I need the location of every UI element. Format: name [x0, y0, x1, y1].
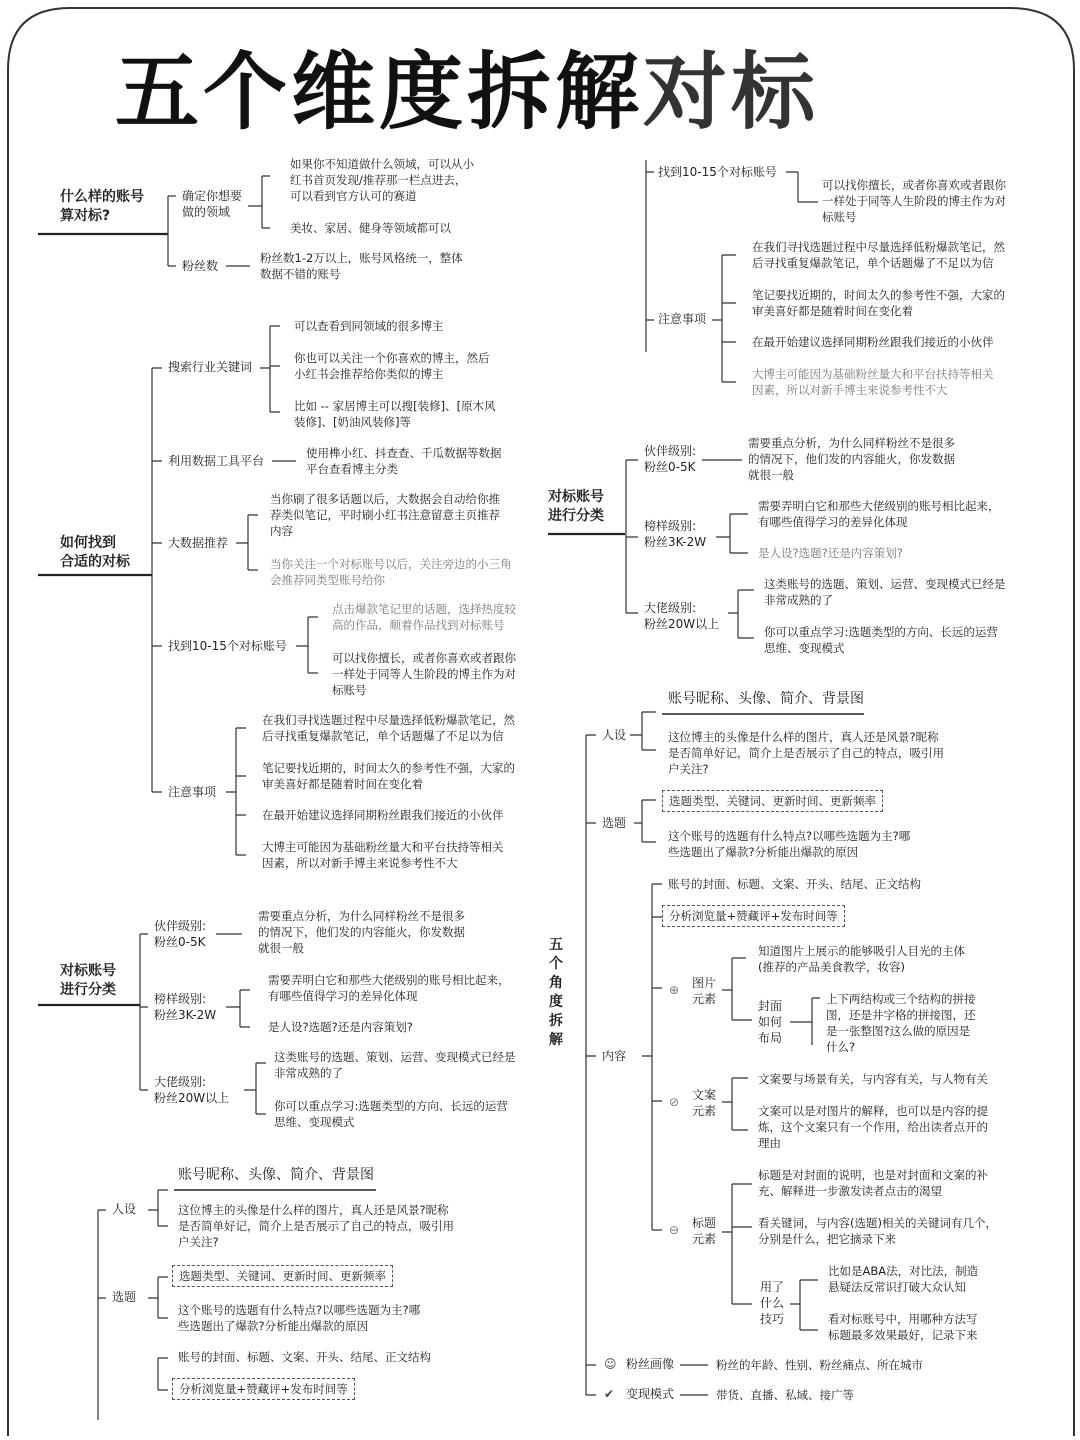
r-note-item-1: 在我们寻找选题过程中尽量选择低粉爆款笔记，然 后寻找重复爆款笔记，单个话题爆了不足以为信 [752, 240, 1005, 270]
s3-l3-item-2: 你可以重点学习:选题类型的方向、长远的运营 思维、变现模式 [274, 1099, 508, 1129]
s2-big-item-1: 当你刷了很多话题以后，大数据会自动给你推 荐类似笔记，平时刷小红书注意留意主页推荐 内容 [270, 492, 500, 538]
s2-search-label: 搜索行业关键词 [168, 360, 253, 374]
s2-find-item-2: 可以找你擅长，或者你喜欢或者跟你 一样处于同等人生阶段的博主作为对 标账号 [332, 651, 516, 697]
s2-note-item-1: 在我们寻找选题过程中尽量选择低粉爆款笔记，然 后寻找重复爆款笔记，单个话题爆了不足以为信 [262, 713, 515, 743]
s2-note-item-4: 大博主可能因为基础粉丝量大和平台扶持等相关 因素，所以对新手博主来说参考性不大 [262, 840, 504, 870]
r-l3-item-1: 这类账号的选题、策划、运营、变现模式已经是 非常成熟的了 [764, 577, 1006, 607]
s2-note-item-3: 在最开始建议选择同期粉丝跟我们接近的小伙伴 [262, 808, 504, 822]
s1-fans-label: 粉丝数 [182, 259, 219, 273]
s2-tool-label: 利用数据工具平台 [168, 454, 265, 468]
s3-l2-item-1: 需要弄明白它和那些大佬级别的账号相比起来， 有哪些值得学习的差异化体现 [268, 973, 510, 1003]
r-content-line: 账号的封面、标题、文案、开头、结尾、正文结构 [668, 877, 921, 891]
s4-persona-label: 人设 [112, 1202, 137, 1216]
s4-topic-item: 这个账号的选题有什么特点?以哪些选题为主?哪 些选题出了爆款?分析能出爆款的原因 [178, 1303, 421, 1333]
r-persona-label: 人设 [602, 728, 627, 742]
s1-head: 什么样的账号 算对标? [60, 189, 144, 224]
s3-l1-item: 需要重点分析，为什么同样粉丝不是很多 的情况下，他们发的内容能火，你发数据 就很一般 [258, 909, 465, 955]
r-copy-label: 文案 元素 [692, 1088, 717, 1118]
r-layout-label: 封面 如何 布局 [758, 999, 783, 1045]
r-note-item-2: 笔记要找近期的，时间太久的参考性不强，大家的 审美喜好都是随着时间在变化着 [752, 288, 1005, 318]
s1-domain-label: 确定你想要 做的领域 [182, 189, 243, 219]
r-l2-item-2: 是人设?选题?还是内容策划? [758, 546, 903, 560]
s2-big-label: 大数据推荐 [168, 536, 229, 550]
r-money-label: 变现模式 [626, 1387, 675, 1401]
s2-find-label: 找到10-15个对标账号 [168, 639, 287, 653]
r-l2-label: 榜样级别: 粉丝3K-2W [644, 519, 707, 549]
s1-domain-item-2: 美妆、家居、健身等领域都可以 [290, 221, 451, 235]
s1-domain-item-1: 如果你不知道做什么领域，可以从小 红书首页发现/推荐那一栏点进去， 可以看到官方认可的赛道 [290, 157, 474, 203]
r-tech-label: 用了 什么 技巧 [760, 1280, 785, 1326]
s3-l1-label: 伙伴级别: 粉丝0-5K [154, 919, 207, 949]
r-hl-label: 标题 元素 [692, 1216, 717, 1246]
s2-big-item-2: 当你关注一个对标账号以后，关注旁边的小三角 会推荐同类型账号给你 [270, 557, 512, 587]
r-hl-item-2: 看关键词，与内容(选题)相关的关键词有几个， 分别是什么，把它摘录下来 [758, 1216, 997, 1246]
s3-l2-item-2: 是人设?选题?还是内容策划? [268, 1020, 413, 1034]
r-note-item-4: 大博主可能因为基础粉丝量大和平台扶持等相关 因素，所以对新手博主来说参考性不大 [752, 367, 994, 397]
r-content-box: 分析浏览量+赞藏评+发布时间等 [662, 905, 845, 927]
s2-tool-item: 使用榫小红、抖查查、千瓜数据等数据 平台查看博主分类 [306, 446, 502, 476]
s2-note-item-2: 笔记要找近期的，时间太久的参考性不强，大家的 审美喜好都是随着时间在变化着 [262, 761, 515, 791]
r-find-item: 可以找你擅长，或者你喜欢或者跟你 一样处于同等人生阶段的博主作为对 标账号 [822, 178, 1006, 224]
r-l3-item-2: 你可以重点学习:选题类型的方向、长远的运营 思维、变现模式 [764, 625, 998, 655]
s1-fans-item: 粉丝数1-2万以上，账号风格统一，整体 数据不错的账号 [260, 251, 463, 281]
r-l1-item: 需要重点分析，为什么同样粉丝不是很多 的情况下，他们发的内容能火，你发数据 就很一般 [748, 436, 955, 482]
s3-l3-label: 大佬级别: 粉丝20W以上 [154, 1075, 230, 1105]
r-pic-item: 知道图片上展示的能够吸引人目光的主体 (推荐的产品美食教学，妆容) [758, 944, 965, 974]
r-find-label: 找到10-15个对标账号 [658, 165, 777, 179]
s2-search-item-1: 可以查看到同领域的很多博主 [294, 319, 444, 333]
s4-persona-item: 这位博主的头像是什么样的图片，真人还是风景?昵称 是否简单好记，简介上是否展示了自己的特点，吸引用 户关注? [178, 1203, 454, 1249]
r-copy-item-2: 文案可以是对图片的解释，也可以是内容的提 炼，这个文案只有一个作用，给出读者点开的 理由 [758, 1104, 988, 1150]
s4-topic-label: 选题 [112, 1290, 137, 1304]
s4-content-line: 账号的封面、标题、文案、开头、结尾、正文结构 [178, 1350, 431, 1364]
r-money-item: 带货、直播、私域、接广等 [716, 1388, 854, 1402]
r-hl-item-1: 标题是对封面的说明，也是对封面和文案的补 充、解释进一步激发读者点击的渴望 [758, 1168, 988, 1198]
page-title: 五个维度拆解对标 [115, 43, 820, 141]
r-copy-item-1: 文案要与场景有关，与内容有关，与人物有关 [758, 1072, 988, 1086]
r-persona-item: 这位博主的头像是什么样的图片，真人还是风景?昵称 是否简单好记，简介上是否展示了自己的特点，吸引用 户关注? [668, 730, 944, 776]
s2-find-item-1: 点击爆款笔记里的话题，选择热度较 高的作品，顺着作品找到对标账号 [332, 602, 516, 632]
s2-search-item-3: 比如 -- 家居博主可以搜[装修]、[原木风 装修]、[奶油风装修]等 [294, 399, 496, 429]
r-content-label: 内容 [602, 1049, 627, 1063]
r-topic-box: 选题类型、关键词、更新时间、更新频率 [662, 790, 883, 812]
r-persona-header: 账号昵称、头像、简介、背景图 [668, 691, 864, 707]
slash-circle-icon: ⊘ [669, 1095, 680, 1109]
five-angles-vertical-title: 五个角度拆解 [549, 937, 563, 1048]
s2-search-item-2: 你也可以关注一个你喜欢的博主，然后 小红书会推荐给你类似的博主 [294, 351, 490, 381]
r-note-label: 注意事项 [658, 312, 707, 326]
s4-persona-header: 账号昵称、头像、简介、背景图 [178, 1167, 374, 1183]
r-layout-item: 上下两结构或三个结构的拼接 图，还是井字格的拼接图，还 是一张整图?这么做的原因是 什么? [826, 992, 976, 1054]
check-circle-icon: ✔ [604, 1387, 615, 1401]
r-fans-label: 粉丝画像 [626, 1357, 675, 1371]
minus-circle-icon: ⊖ [669, 1223, 680, 1237]
r-l3-label: 大佬级别: 粉丝20W以上 [644, 601, 720, 631]
r-fans-item: 粉丝的年龄、性别、粉丝痛点、所在城市 [716, 1358, 923, 1372]
s3-l2-label: 榜样级别: 粉丝3K-2W [154, 992, 217, 1022]
r-l2-item-1: 需要弄明白它和那些大佬级别的账号相比起来， 有哪些值得学习的差异化体现 [758, 499, 1000, 529]
r-note-item-3: 在最开始建议选择同期粉丝跟我们接近的小伙伴 [752, 335, 994, 349]
s2-note-label: 注意事项 [168, 785, 217, 799]
s2-head: 如何找到 合适的对标 [60, 535, 130, 570]
r-l1-label: 伙伴级别: 粉丝0-5K [644, 444, 697, 474]
r-topic-label: 选题 [602, 816, 627, 830]
r-tech-item-1: 比如是ABA法，对比法，制造 悬疑法反常识打破大众认知 [828, 1264, 979, 1294]
r-tech-item-2: 看对标账号中，用哪种方法写 标题最多效果最好，记录下来 [828, 1312, 978, 1342]
s3-l3-item-1: 这类账号的选题、策划、运营、变现模式已经是 非常成熟的了 [274, 1050, 516, 1080]
user-circle-icon: ☺ [604, 1357, 617, 1371]
r-s3-head: 对标账号 进行分类 [548, 489, 604, 524]
s3-head: 对标账号 进行分类 [60, 963, 116, 998]
s4-topic-box: 选题类型、关键词、更新时间、更新频率 [172, 1265, 393, 1287]
r-topic-item: 这个账号的选题有什么特点?以哪些选题为主?哪 些选题出了爆款?分析能出爆款的原因 [668, 829, 911, 859]
s4-content-box: 分析浏览量+赞藏评+发布时间等 [172, 1378, 355, 1400]
plus-circle-icon: ⊕ [669, 983, 680, 997]
r-pic-label: 图片 元素 [692, 976, 717, 1006]
